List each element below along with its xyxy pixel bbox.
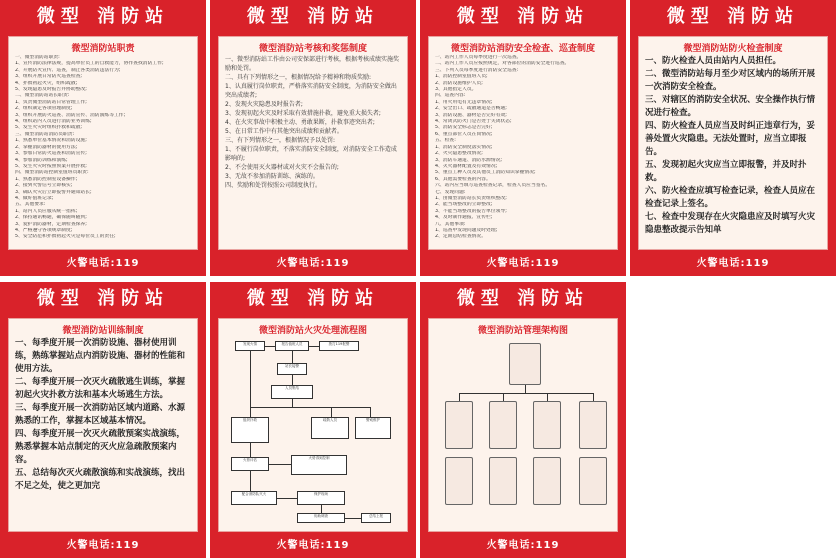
org-box — [489, 457, 517, 505]
board-footer: 火警电话:119 — [210, 252, 416, 276]
rule-line: 四、防火检查人员应当及时纠正违章行为，妥善处置火灾隐患。无法处置时，应当立即报告。 — [645, 121, 816, 157]
rule-line: 1、认真履行岗位职责，严格落实消防安全制度，为消防安全做出突出成绩者; — [225, 83, 397, 99]
rule-line: 4、常闭式防火门是否处于关闭状态; — [435, 119, 512, 125]
rule-line: 2、不会使用灭火器材或对火灾不会报告的; — [225, 164, 339, 171]
rule-line: 六、站内应当填写巡查检查记录，检查人员应当签名。 — [435, 183, 551, 189]
rule-line: 1、宣传消防法律法规，提高单位员工的自救能力，协作查找消防工作; — [15, 61, 164, 67]
rule-line: 5、发生火灾时组织扑救和疏散; — [15, 125, 83, 131]
rule-line: 二、具有下列情形之一，根据情况给予精神和物质奖励: — [225, 74, 372, 81]
rule-line: 2、火灾隐患整改情况; — [435, 151, 483, 157]
board-panel — [8, 36, 198, 250]
org-box — [579, 457, 607, 505]
rule-line: 1、消防控制室值班人员; — [435, 74, 488, 80]
rule-line: 3、确认火灾后立即报警并通知站长; — [15, 189, 92, 195]
flow-step-1: 组织扑救 — [231, 417, 269, 443]
flowchart — [223, 337, 403, 527]
board-title: 微型消防站火灾处理流程图 — [258, 326, 367, 336]
board-title: 微型消防站训练制度 — [62, 326, 144, 336]
rule-line: 2、掌握消防器材的使用方法; — [15, 144, 78, 150]
rule-line: 3、无故不参加消防训练、演练的。 — [225, 173, 319, 180]
rule-line: 6、重点部位人员在岗情况; — [435, 131, 493, 137]
rule-line: 5、重点工种人员及其他员工消防知识掌握情况; — [435, 170, 536, 176]
board-fire-check — [630, 0, 836, 276]
rule-line: 4、扑救初起火灾，组织疏散; — [15, 80, 78, 86]
rule-line: 五、发现初起火灾应当立即报警，并及时扑救。 — [645, 160, 807, 183]
board-title: 微型消防站消防安全检查、巡查制度 — [450, 44, 595, 54]
flow-check: 协助调查 — [297, 513, 345, 523]
rule-line: 4、灭火器材配置及有效情况; — [435, 163, 498, 169]
board-footer: 火警电话:119 — [630, 252, 836, 276]
org-box — [533, 401, 561, 449]
org-top-box — [509, 343, 541, 385]
board-footer: 火警电话:119 — [420, 534, 626, 558]
board-title: 微型消防站考核和奖惩制度 — [258, 44, 367, 54]
rule-line: 一、防火检查人员由站内人员担任。 — [645, 56, 782, 66]
rule-line: 二、每季度开展一次灭火疏散逃生训练，掌握初起火灾扑救方法和基本火场逃生方法。 — [15, 377, 186, 400]
board-duties — [0, 0, 206, 276]
rule-line: 1、熟悉消防控制室设备操作; — [15, 176, 78, 182]
rule-line: 2、发现火灾隐患及时报告者; — [225, 101, 303, 108]
rule-line: 四、每季度开展一次灭火疏散预案实战演练，熟悉掌握本站点制定的灭火应急疏散预案内容。 — [15, 429, 186, 465]
rule-line: 1、站内人员应服从统一指挥; — [15, 208, 78, 214]
board-panel — [638, 36, 828, 250]
board-orgchart — [420, 282, 626, 558]
board-content — [15, 337, 191, 527]
board-header: 微型 消防站 — [0, 282, 206, 316]
rule-line: 1、不履行岗位职责，不落实消防安全制度，对消防安全工作造成影响的; — [225, 146, 397, 162]
flow-control: 火势得到控制 — [291, 455, 347, 475]
rule-line: 七、检查中发现存在火灾隐患应及时填写火灾隐患整改提示告知单 — [645, 212, 816, 235]
board-header: 微型 消防站 — [0, 0, 206, 34]
org-chart — [429, 337, 617, 527]
board-title: 微型消防站防火检查制度 — [683, 44, 783, 54]
rule-line: 二、站内工作人员应按照规定，对各部位的消防安全进行巡查。 — [435, 61, 570, 67]
rule-line: 六、防火检查应填写检查记录，检查人员应在检查记录上签名。 — [645, 186, 816, 209]
board-footer: 火警电话:119 — [420, 252, 626, 276]
flow-summary: 总结上报 — [361, 513, 391, 523]
rule-line: 4、做好值班记录; — [15, 195, 54, 201]
board-panel — [8, 318, 198, 532]
board-content — [645, 55, 821, 245]
rule-line: 5、消防安全标志是否完好; — [435, 125, 493, 131]
rule-line: 1、用火用电有无违章情况; — [435, 99, 493, 105]
rule-line: 五、总结每次灭火疏散演练和实战演练，找出不足之处，使之更加完 — [15, 468, 186, 491]
rule-line: 四、微型消防站控制室值班员职责: — [15, 170, 89, 176]
board-panel — [428, 318, 618, 532]
rule-line: 八、其他事项: — [435, 221, 466, 227]
rule-line: 1、巡查中发现问题及时处理; — [435, 227, 498, 233]
rule-line: 1、熟悉单位基本情况和消防设施; — [15, 138, 87, 144]
rule-line: 2、安全出口、疏散通道是否畅通; — [435, 106, 507, 112]
rule-line: 二、微型消防站站长职责: — [15, 93, 70, 99]
rule-line: 3、消防设施、器材是否完好有效; — [435, 112, 507, 118]
rule-line: 4、组织站内人员进行消防业务训练; — [15, 119, 92, 125]
rule-line: 3、组织开展防火巡查、消防宣传、消防演练等工作; — [15, 112, 126, 118]
rule-line: 2、接到火警信号立即核实; — [15, 183, 73, 189]
rule-line: 4、及时制作通报、宣传栏; — [435, 215, 493, 221]
board-footer: 火警电话:119 — [210, 534, 416, 558]
rule-line: 2、能当场整改的立即整改; — [435, 202, 493, 208]
rule-line: 一、微型消防站工作由公司安保部进行考核，根据考核成绩实施奖励和处罚。 — [225, 56, 400, 72]
board-header: 微型 消防站 — [420, 0, 626, 34]
flow-step-3: 警戒维护 — [355, 417, 391, 439]
flow-report: 报告值班人员 — [275, 341, 309, 351]
rule-line: 5、在日常工作中有其他突出成绩和贡献者。 — [225, 128, 343, 135]
rule-line: 一、站内工作人员每季度进行一次巡查。 — [435, 55, 522, 60]
org-box — [533, 457, 561, 505]
rule-line: 二、微型消防站每月至少对区域内的场所开展一次消防安全检查。 — [645, 69, 816, 92]
rule-line: 一、每季度开展一次消防设施、器材使用训练，熟练掌握站点内消防设施、器材的性能和使用方法。 — [15, 338, 186, 374]
rule-line: 1、由微型消防站长负责组织整改; — [435, 195, 507, 201]
rule-line: 5、安全防范和扑救初起火灾是每位员工的责任; — [15, 234, 116, 240]
flow-dispatch: 站长接警 — [277, 363, 307, 375]
board-assessment — [210, 0, 416, 276]
rule-line: 3、发现初起火灾及时采取有效措施扑救，避免重大损失者; — [225, 110, 381, 117]
rule-line: 3、爱护消防器材，定期检查保养; — [15, 221, 87, 227]
board-panel — [218, 36, 408, 250]
rule-line: 2、开展防火宣传、巡查，制止各类消防违法行为; — [15, 67, 121, 73]
rule-line: 5、发现隐患及时报告并协助整改; — [15, 87, 87, 93]
board-footer: 火警电话:119 — [0, 252, 206, 276]
board-header: 微型 消防站 — [210, 0, 416, 34]
org-box — [489, 401, 517, 449]
board-content — [225, 55, 401, 245]
board-header: 微型 消防站 — [420, 282, 626, 316]
flow-evaluate: 火势评估 — [231, 457, 269, 471]
rule-line: 3、消防车通道、消防水源情况; — [435, 157, 503, 163]
org-box — [445, 457, 473, 505]
rule-line: 3、参加日常防火巡查和消防宣传; — [15, 151, 87, 157]
flow-alarm: 拨打119报警 — [319, 341, 359, 351]
board-flowchart — [210, 282, 416, 558]
rule-line: 3、其他指定人员。 — [435, 87, 477, 93]
board-panel — [428, 36, 618, 250]
rule-line: 4、严格遵守各项规章制度; — [15, 227, 73, 233]
rule-line: 2、保持通讯畅通，确保随叫随到; — [15, 215, 87, 221]
rule-line: 3、不能当场整改的报告单位领导; — [435, 208, 507, 214]
rule-line: 1、消防安全制度落实情况; — [435, 144, 493, 150]
org-box — [445, 401, 473, 449]
board-title: 微型消防站职责 — [71, 44, 135, 54]
rule-line: 三、对辖区的消防安全状况、安全操作执行情况进行检查。 — [645, 95, 816, 118]
flow-escalate: 配合消防队灭火 — [231, 491, 277, 505]
rule-line: 4、参加消防训练和演练; — [15, 157, 68, 163]
rule-line: 5、发生火灾时按照预案开展扑救; — [15, 163, 87, 169]
rule-line: 三、下列人员每季度进行消防安全巡查: — [435, 67, 519, 73]
rule-line: 三、微型消防站消防员职责: — [15, 131, 75, 137]
org-box — [579, 401, 607, 449]
board-panel — [218, 318, 408, 532]
flow-start: 发现火情 — [235, 341, 265, 351]
board-header: 微型 消防站 — [630, 0, 836, 34]
board-training — [0, 282, 206, 558]
board-footer: 火警电话:119 — [0, 534, 206, 558]
rule-line: 五、其他要求: — [15, 202, 46, 208]
board-title: 微型消防站管理架构图 — [477, 326, 568, 336]
flow-protect: 保护现场 — [297, 491, 345, 505]
rule-line: 四、奖励和处罚按照公司制度执行。 — [225, 182, 322, 189]
board-content — [15, 55, 191, 245]
board-header: 微型 消防站 — [210, 282, 416, 316]
rule-line: 2、消防设施维护人员; — [435, 80, 483, 86]
rule-line: 6、其他需要检查的内容。 — [435, 176, 491, 182]
rule-line: 1、负责微型消防站日常管理工作; — [15, 99, 87, 105]
flow-step-2: 疏散人员 — [311, 417, 349, 439]
rule-line: 2、定期总结检查情况。 — [435, 234, 487, 240]
board-content — [435, 55, 611, 245]
rule-line: 三、每季度开展一次消防站区域内道路、水源熟悉的工作，掌握本区域基本情况。 — [15, 403, 186, 426]
rule-line: 一、微型消防站职责: — [15, 55, 60, 60]
rule-line: 2、组织制定各项管理制度; — [15, 106, 73, 112]
rule-line: 四、巡查内容: — [435, 93, 466, 99]
board-inspection — [420, 0, 626, 276]
flow-assemble: 人员集结 — [271, 385, 313, 399]
rule-line: 3、组织开展日常防火巡查检查; — [15, 74, 83, 80]
rule-line: 七、发现问题: — [435, 189, 466, 195]
rule-line: 4、在火灾事故中积极主动、勇敢果断，扑救事迹突出者; — [225, 119, 375, 126]
rule-line: 五、检查: — [435, 138, 456, 144]
rule-line: 三、有下列情形之一，根据情况予以处罚: — [225, 137, 336, 144]
